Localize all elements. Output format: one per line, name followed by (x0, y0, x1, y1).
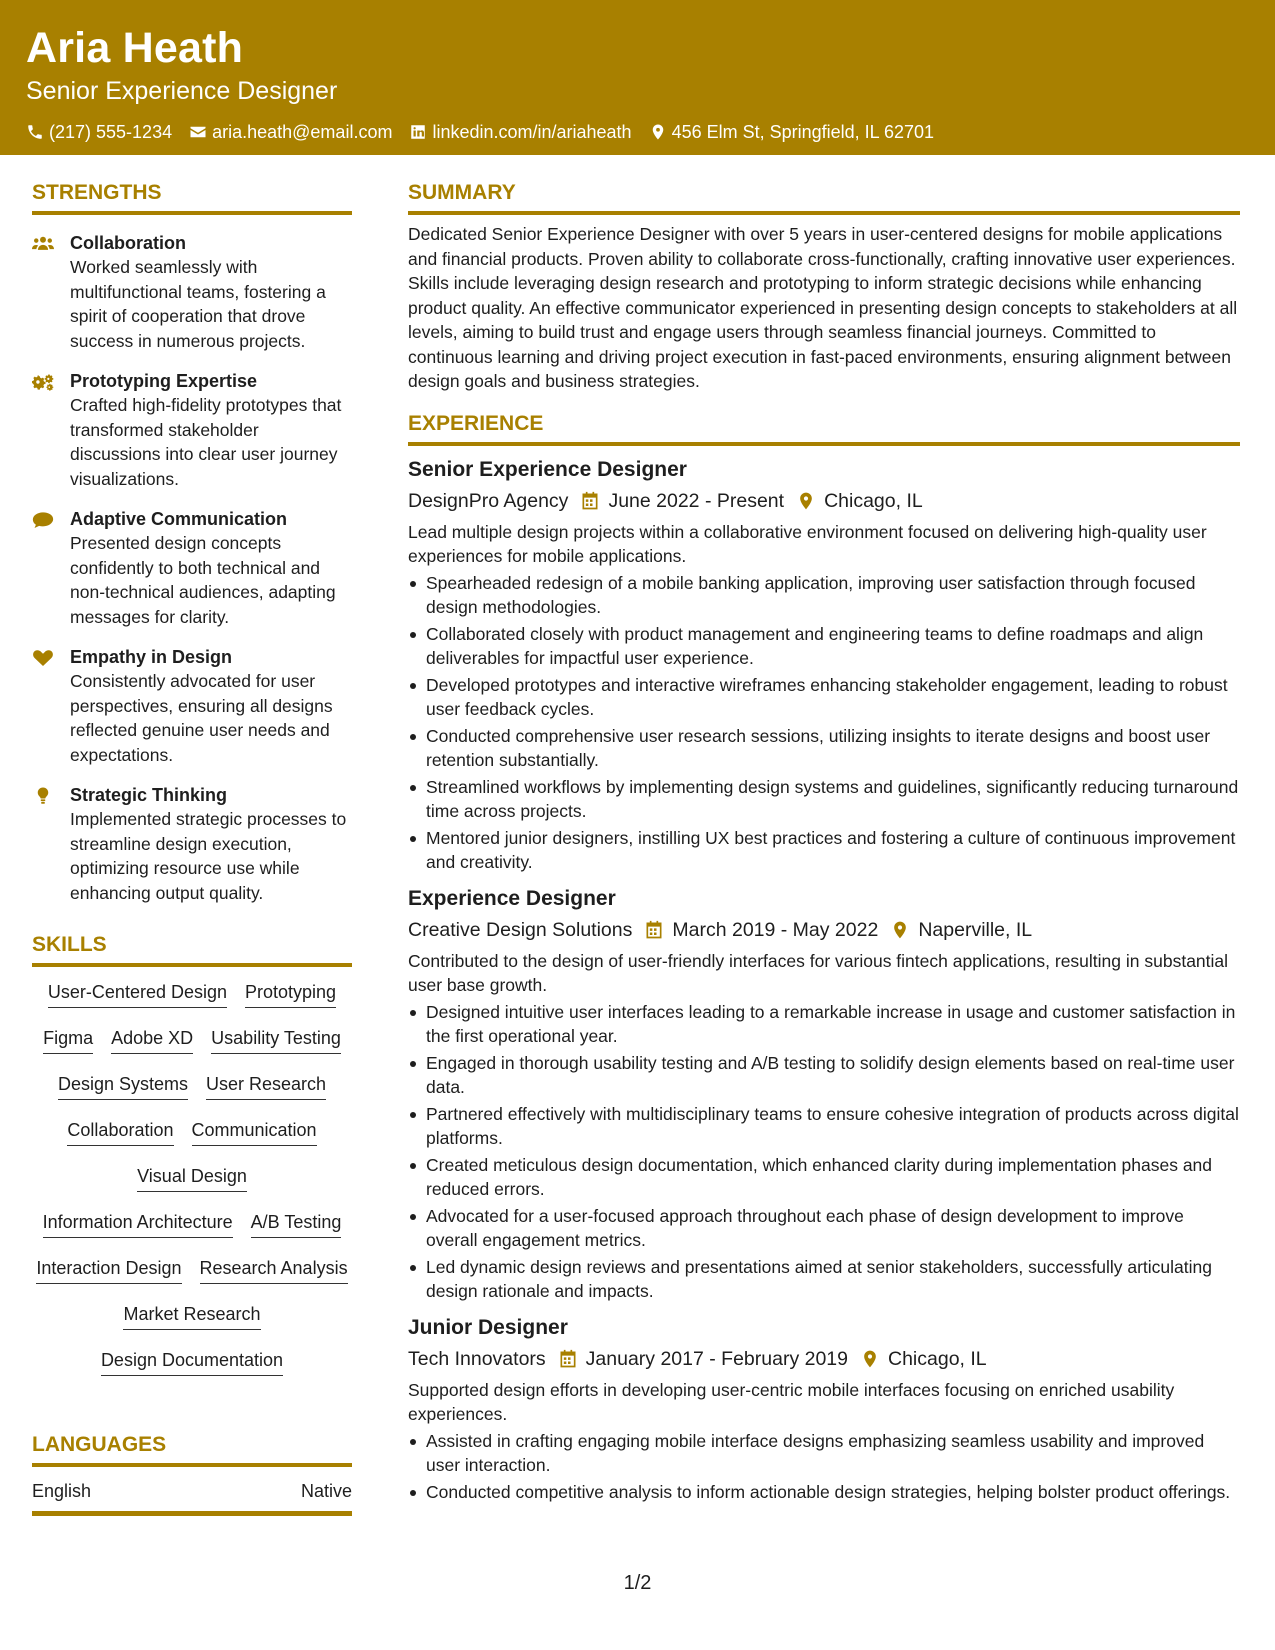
calendar-icon (558, 1349, 578, 1369)
bullet-item: Partnered effectively with multidisciplinary teams to ensure cohesive integration of products across digital platforms. (408, 1102, 1240, 1151)
job-company: DesignPro Agency (408, 489, 569, 512)
contact-bar (26, 120, 1249, 144)
summary-text: Dedicated Senior Experience Designer with over 5 years in user-centered designs for mobile applications and financial products. Proven ability to collaborate cross-functionally, crafting innovative user experiences. Skills include leveraging design research and prototyping to inform strategic decisions while enhancing product quality. An effective communicator experienced in presenting design concepts to stakeholders at all levels, aiming to build trust and engage users through seamless financial journeys. Committed to continuous learning and driving project execution in fast-paced environments, ensuring alignment between design goals and business strategies. (408, 224, 1238, 391)
strength-item (32, 783, 352, 905)
contact-linkedin (409, 120, 631, 144)
skill-tag: Figma (43, 1025, 93, 1054)
bullet-item: Conducted competitive analysis to inform actionable design strategies, helping bolster product offerings. (408, 1480, 1240, 1505)
job-description: Supported design efforts in developing user-centric mobile interfaces focusing on enriched usability experiences. (408, 1379, 1175, 1424)
location-icon (860, 1349, 880, 1369)
strength-desc: Crafted high-fidelity prototypes that transformed stakeholder discussions into clear user journey visualizations. (70, 395, 342, 489)
summary-heading: SUMMARY (408, 179, 1240, 215)
job-entry (408, 456, 1240, 875)
bullet-item: Collaborated closely with product management and engineering teams to define roadmaps and align deliverables for impactful user experience. (408, 622, 1240, 671)
language-level: Native (300, 1481, 352, 1501)
skill-tag: Research Analysis (200, 1255, 348, 1284)
job-title: Junior Designer (408, 1315, 568, 1339)
heart-icon (32, 649, 54, 667)
job-meta (408, 1344, 1240, 1374)
strength-desc: Implemented strategic processes to streamline design execution, optimizing resource use while enhancing output quality. (70, 809, 347, 903)
page-number: 1/2 (623, 1572, 652, 1594)
strengths-heading: STRENGTHS (32, 179, 352, 215)
skill-tag: User Research (206, 1071, 326, 1100)
strength-name: Prototyping Expertise (70, 371, 258, 391)
skills-heading: SKILLS (32, 931, 352, 967)
job-entry (408, 885, 1240, 1304)
strength-name: Adaptive Communication (70, 509, 288, 529)
location-icon (890, 920, 910, 940)
linkedin-icon (409, 123, 427, 141)
skill-tag: Interaction Design (36, 1255, 181, 1284)
bullet-item: Mentored junior designers, instilling UX best practices and fostering a culture of continuous improvement and creativity. (408, 826, 1240, 875)
job-meta (408, 486, 1240, 516)
job-location: Chicago, IL (888, 1347, 987, 1370)
lightbulb-icon (32, 787, 54, 805)
job-location: Naperville, IL (918, 918, 1033, 941)
bullet-item: Spearheaded redesign of a mobile banking application, improving user satisfaction through focused design methodologies. (408, 571, 1240, 620)
skills-list (32, 979, 352, 1393)
job-meta (408, 915, 1240, 945)
envelope-icon (189, 123, 207, 141)
skill-tag: Prototyping (245, 979, 336, 1008)
skill-tag: Usability Testing (211, 1025, 341, 1054)
language-row (32, 1479, 352, 1516)
bullet-item: Engaged in thorough usability testing and A/B testing to solidify design elements based on real-time user data. (408, 1051, 1240, 1100)
skill-tag: Adobe XD (111, 1025, 193, 1054)
job-company: Creative Design Solutions (408, 918, 633, 941)
strength-name: Strategic Thinking (70, 785, 228, 805)
contact-email (189, 120, 392, 144)
job-title: Senior Experience Designer (408, 457, 687, 481)
strength-item (32, 369, 352, 491)
job-dates: January 2017 - February 2019 (585, 1347, 848, 1370)
experience-heading: EXPERIENCE (408, 410, 1240, 446)
job-bullets (408, 1000, 1240, 1304)
users-icon (32, 235, 54, 253)
skill-tag: A/B Testing (251, 1209, 342, 1238)
skill-tag: Visual Design (137, 1163, 247, 1192)
skill-tag: Market Research (123, 1301, 260, 1330)
strength-item (32, 507, 352, 629)
calendar-icon (580, 491, 600, 511)
address-text: 456 Elm St, Springfield, IL 62701 (671, 122, 935, 142)
job-location: Chicago, IL (824, 489, 923, 512)
resume-header (0, 0, 1275, 155)
skill-tag: User-Centered Design (48, 979, 227, 1008)
strength-name: Empathy in Design (70, 647, 233, 667)
job-bullets (408, 571, 1240, 875)
languages-heading: LANGUAGES (32, 1431, 352, 1467)
right-column (408, 155, 1240, 1504)
left-column (32, 155, 352, 1516)
candidate-name: Aria Heath (26, 24, 244, 72)
bullet-item: Streamlined workflows by implementing design systems and guidelines, significantly reducing turnaround time across projects. (408, 775, 1240, 824)
bullet-item: Designed intuitive user interfaces leading to a remarkable increase in usage and customer satisfaction in the first operational year. (408, 1000, 1240, 1049)
bullet-item: Developed prototypes and interactive wireframes enhancing stakeholder engagement, leading to robust user feedback cycles. (408, 673, 1240, 722)
strength-desc: Presented design concepts confidently to both technical and non-technical audiences, adapting messages for clarity. (70, 533, 336, 627)
phone-text: (217) 555-1234 (49, 122, 173, 142)
strength-item (32, 645, 352, 767)
skill-tag: Design Systems (58, 1071, 188, 1100)
skill-tag: Information Architecture (43, 1209, 233, 1238)
speech-bubble-icon (32, 511, 54, 529)
bullet-item: Conducted comprehensive user research sessions, utilizing insights to iterate designs and boost user retention substantially. (408, 724, 1240, 773)
bullet-item: Advocated for a user-focused approach throughout each phase of design development to improve overall engagement metrics. (408, 1204, 1240, 1253)
phone-icon (26, 123, 44, 141)
job-company: Tech Innovators (408, 1347, 546, 1370)
candidate-title: Senior Experience Designer (26, 77, 338, 105)
job-description: Contributed to the design of user-friendly interfaces for various fintech applications, resulting in substantial user base growth. (408, 950, 1229, 995)
language-name: English (32, 1481, 92, 1501)
strength-name: Collaboration (70, 233, 186, 253)
bullet-item: Assisted in crafting engaging mobile interface designs emphasizing seamless usability and improved user interaction. (408, 1429, 1240, 1478)
gears-icon (32, 373, 54, 391)
bullet-item: Led dynamic design reviews and presentations aimed at senior stakeholders, successfully articulating design rationale and impacts. (408, 1255, 1240, 1304)
job-entry (408, 1314, 1240, 1505)
skill-tag: Communication (192, 1117, 317, 1146)
skill-tag: Design Documentation (101, 1347, 283, 1376)
location-icon (649, 123, 667, 141)
strength-desc: Worked seamlessly with multifunctional teams, fostering a spirit of cooperation that drove success in numerous projects. (70, 257, 326, 351)
strength-desc: Consistently advocated for user perspectives, ensuring all designs reflected genuine user needs and expectations. (70, 671, 333, 765)
linkedin-text: linkedin.com/in/ariaheath (432, 122, 632, 142)
job-bullets (408, 1429, 1240, 1505)
contact-phone (26, 120, 172, 144)
job-title: Experience Designer (408, 886, 616, 910)
job-description: Lead multiple design projects within a collaborative environment focused on delivering high-quality user experiences for mobile applications. (408, 521, 1207, 566)
skill-tag: Collaboration (67, 1117, 173, 1146)
contact-address (649, 120, 935, 144)
email-text: aria.heath@email.com (212, 122, 393, 142)
job-dates: June 2022 - Present (608, 489, 785, 512)
location-icon (796, 491, 816, 511)
strength-item (32, 231, 352, 353)
calendar-icon (644, 920, 664, 940)
bullet-item: Created meticulous design documentation, which enhanced clarity during implementation phases and reduced errors. (408, 1153, 1240, 1202)
job-dates: March 2019 - May 2022 (672, 918, 879, 941)
